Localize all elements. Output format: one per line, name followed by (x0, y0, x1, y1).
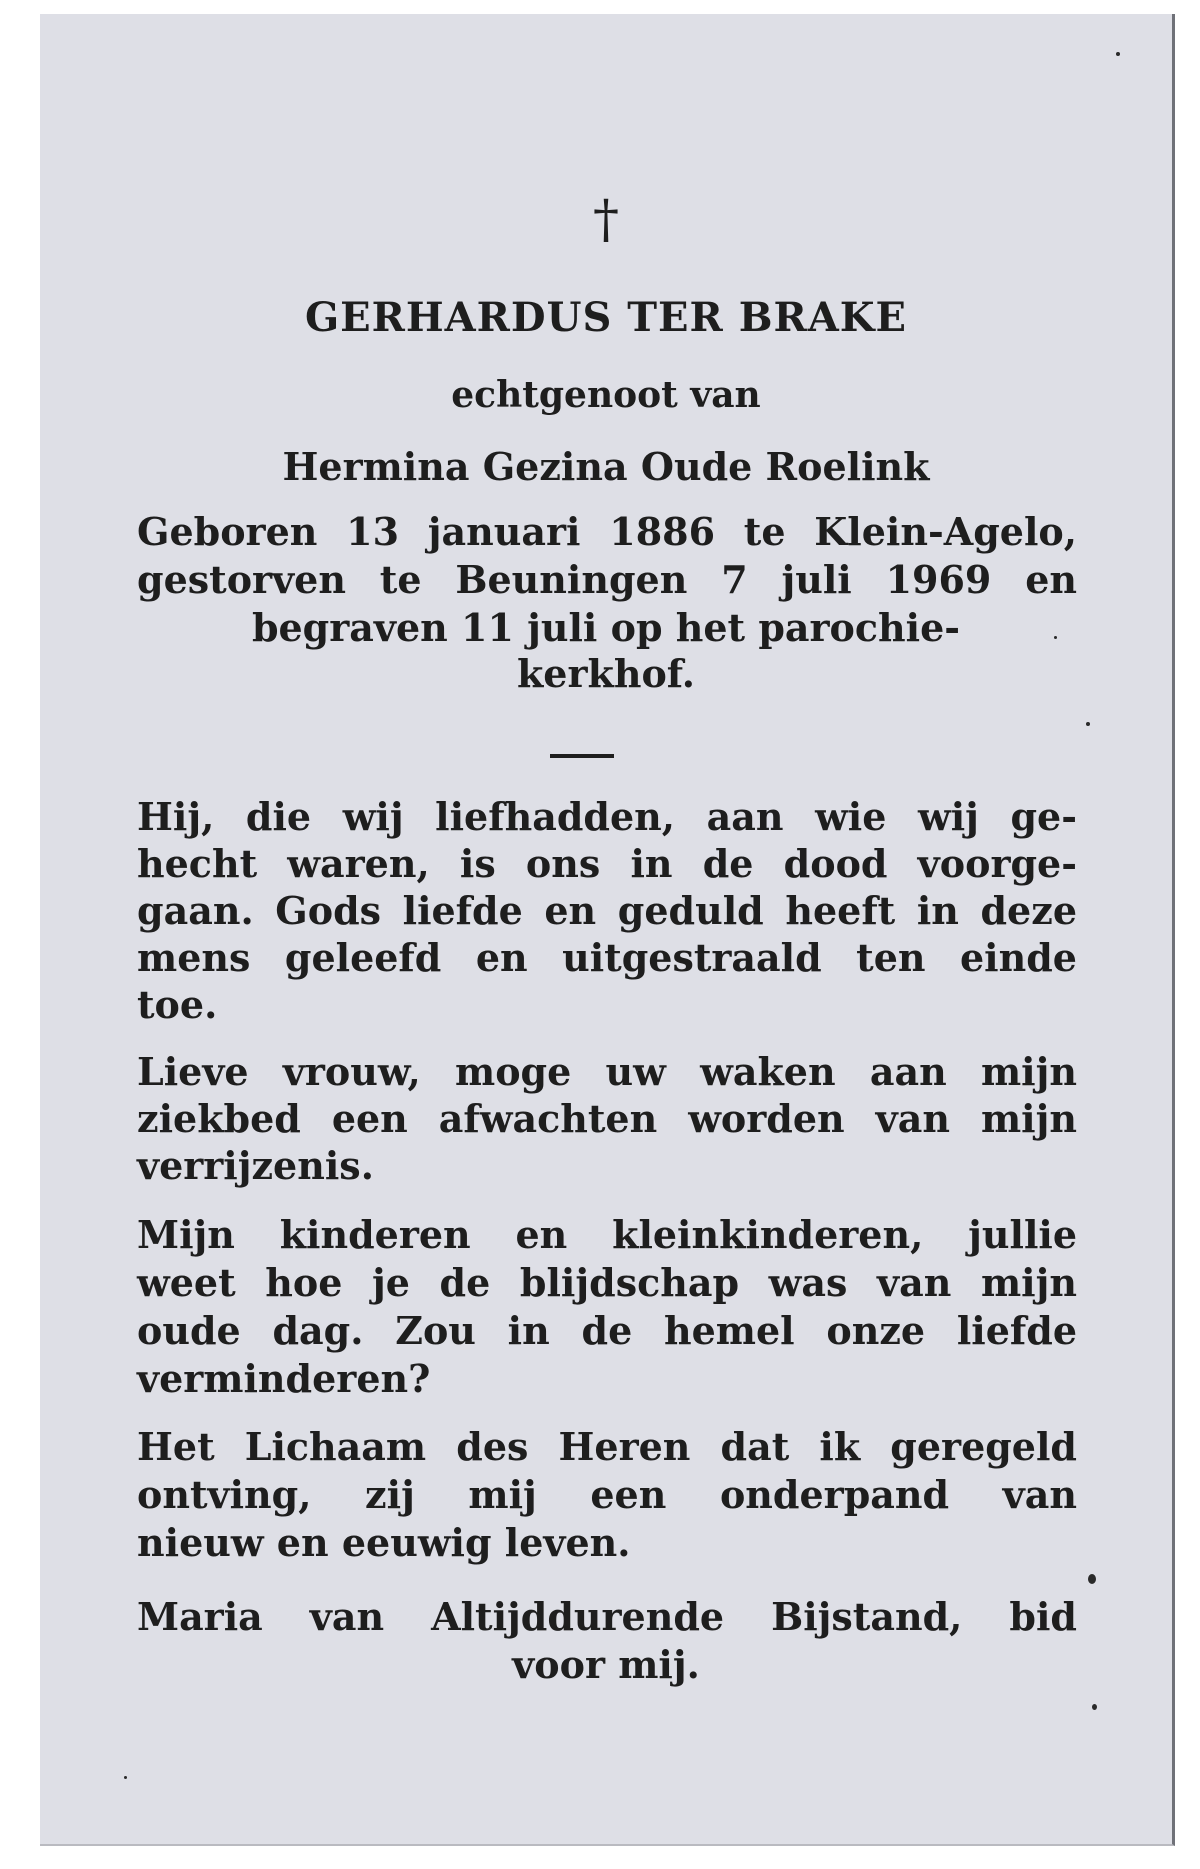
speck (1054, 636, 1057, 639)
speck (124, 1776, 127, 1779)
paragraph-3-line-2: weet hoe je de blijdschap was van mijn (137, 1260, 1077, 1305)
life-line-1: Geboren 13 januari 1886 te Klein-Agelo, (137, 509, 1077, 554)
paragraph-1-line-1: Hij, die wij liefhadden, aan wie wij ge- (137, 794, 1077, 839)
paragraph-4-line-3: nieuw en eeuwig leven. (137, 1520, 631, 1565)
paragraph-3-line-4: verminderen? (137, 1356, 431, 1401)
spouse-name: Hermina Gezina Oude Roelink (282, 444, 930, 489)
prayer-line-2: voor mij. (512, 1642, 700, 1687)
speck (1086, 722, 1090, 726)
speck (1092, 1704, 1097, 1710)
cross-icon: † (593, 190, 619, 250)
life-line-2: gestorven te Beuningen 7 juli 1969 en (137, 557, 1077, 602)
paragraph-1-line-4: mens geleefd en uitgestraald ten einde (137, 935, 1077, 980)
prayer-line-1: Maria van Altijddurende Bijstand, bid (137, 1594, 1077, 1639)
paragraph-2-line-2: ziekbed een afwachten worden van mijn (137, 1096, 1077, 1141)
paragraph-1-line-2: hecht waren, is ons in de dood voorge- (137, 841, 1077, 886)
paragraph-3-line-3: oude dag. Zou in de hemel onze liefde (137, 1308, 1077, 1353)
speck (1088, 1574, 1096, 1584)
life-line-4: kerkhof. (516, 651, 696, 696)
paragraph-1-line-3: gaan. Gods liefde en geduld heeft in deze (137, 888, 1077, 933)
paragraph-4-line-2: ontving, zij mij een onderpand van (137, 1472, 1077, 1517)
paragraph-2-line-1: Lieve vrouw, moge uw waken aan mijn (137, 1049, 1077, 1094)
life-line-3: begraven 11 juli op het parochie- (251, 605, 961, 650)
spouse-intro: echtgenoot van (451, 374, 761, 416)
memorial-card (40, 14, 1175, 1846)
divider (550, 754, 614, 758)
speck (1116, 52, 1120, 56)
paragraph-3-line-1: Mijn kinderen en kleinkinderen, jullie (137, 1212, 1077, 1257)
deceased-name: GERHARDUS TER BRAKE (304, 294, 908, 341)
paragraph-4-line-1: Het Lichaam des Heren dat ik geregeld (137, 1424, 1077, 1469)
paragraph-1-line-5: toe. (137, 982, 218, 1027)
paragraph-2-line-3: verrijzenis. (137, 1143, 374, 1188)
